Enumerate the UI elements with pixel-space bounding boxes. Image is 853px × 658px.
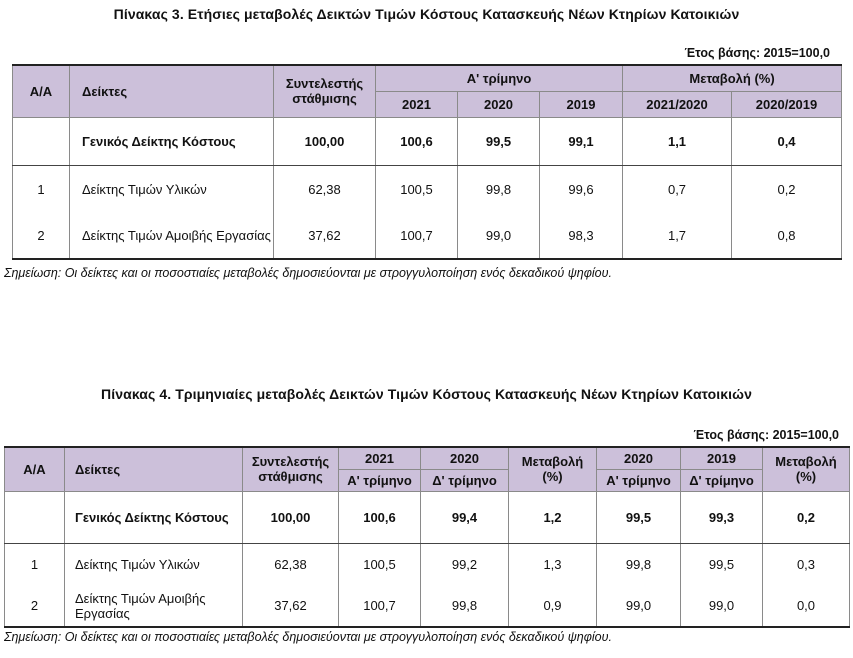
row-name: Γενικός Δείκτης Κόστους [65,491,243,543]
row-value: 99,0 [597,585,681,627]
table4-header-2019: 2019 [681,447,763,469]
row-aa [5,491,65,543]
table3-header-2020-2019: 2020/2019 [732,91,842,117]
row-name: Δείκτης Τιμών Υλικών [65,543,243,585]
row-value: 99,2 [421,543,509,585]
table4-header-q2020a: Δ' τρίμηνο [421,469,509,491]
row-weight: 100,00 [274,117,376,165]
table3-header-quarter: Α' τρίμηνο [376,65,623,91]
table-row [13,165,842,213]
row-weight: 62,38 [243,543,339,585]
table3-header-change: Μεταβολή (%) [623,65,842,91]
row-value: 99,0 [681,585,763,627]
row-change: 0,3 [763,543,850,585]
row-value: 99,3 [681,491,763,543]
row-value: 100,7 [376,213,458,259]
table4-header-2020a: 2020 [421,447,509,469]
row-value: 99,0 [458,213,540,259]
row-change: 0,2 [763,491,850,543]
table3 [12,64,842,260]
table3-title: Πίνακας 3. Ετήσιες μεταβολές Δεικτών Τιμών Κόστους Κατασκευής Νέων Κτηρίων Κατοικιών [113,6,740,22]
table4-header-2021: 2021 [339,447,421,469]
table4-note: Σημείωση: Οι δείκτες και οι ποσοστιαίες μεταβολές δημοσιεύονται με στρογγυλοποίηση ενός δεκαδικού ψηφίου. [4,630,612,644]
table4-header-change1: Μεταβολή (%) [509,447,597,491]
row-value: 100,6 [339,491,421,543]
row-value: 99,5 [681,543,763,585]
table3-note: Σημείωση: Οι δείκτες και οι ποσοστιαίες μεταβολές δημοσιεύονται με στρογγυλοποίηση ενός δεκαδικού ψηφίου. [4,266,612,280]
table-row [5,543,850,585]
table4-header-2020b: 2020 [597,447,681,469]
row-value: 99,5 [597,491,681,543]
row-aa: 1 [13,165,70,213]
table3-header-aa: Α/Α [13,65,70,117]
row-weight: 37,62 [274,213,376,259]
table3-header-2019: 2019 [540,91,623,117]
table4-title: Πίνακας 4. Τριμηνιαίες μεταβολές Δεικτών Τιμών Κόστους Κατασκευής Νέων Κτηρίων Κατοικιών [101,386,752,402]
row-change: 1,1 [623,117,732,165]
row-value: 99,6 [540,165,623,213]
row-weight: 62,38 [274,165,376,213]
table4-header-q2021: Α' τρίμηνο [339,469,421,491]
row-aa: 1 [5,543,65,585]
row-name: Γενικός Δείκτης Κόστους [70,117,274,165]
table-row [13,213,842,259]
row-change: 0,2 [732,165,842,213]
table-row [5,491,850,543]
row-value: 98,3 [540,213,623,259]
row-value: 100,7 [339,585,421,627]
row-change: 0,4 [732,117,842,165]
row-name: Δείκτης Τιμών Υλικών [70,165,274,213]
table3-header-indices: Δείκτες [70,65,274,117]
table4-header-weight: Συντελεστής στάθμισης [243,447,339,491]
row-change: 1,7 [623,213,732,259]
row-value: 100,6 [376,117,458,165]
row-change: 0,0 [763,585,850,627]
row-aa: 2 [5,585,65,627]
row-value: 99,5 [458,117,540,165]
row-name: Δείκτης Τιμών Αμοιβής Εργασίας [70,213,274,259]
row-aa [13,117,70,165]
table4-base-year: Έτος βάσης: 2015=100,0 [693,428,839,442]
table4-header-aa: Α/Α [5,447,65,491]
row-value: 99,4 [421,491,509,543]
row-value: 100,5 [339,543,421,585]
row-value: 99,8 [458,165,540,213]
table3-header-2020: 2020 [458,91,540,117]
table3-header-weight: Συντελεστής στάθμισης [274,65,376,117]
row-value: 99,8 [597,543,681,585]
row-name: Δείκτης Τιμών Αμοιβής Εργασίας [65,585,243,627]
table3-header-2021-2020: 2021/2020 [623,91,732,117]
row-value: 100,5 [376,165,458,213]
row-weight: 100,00 [243,491,339,543]
row-change: 0,8 [732,213,842,259]
row-change: 1,2 [509,491,597,543]
table3-base-year: Έτος βάσης: 2015=100,0 [684,46,830,60]
row-value: 99,1 [540,117,623,165]
row-change: 0,7 [623,165,732,213]
table4 [4,446,850,628]
table-row [13,117,842,165]
table3-header-2021: 2021 [376,91,458,117]
row-change: 1,3 [509,543,597,585]
table4-header-change2: Μεταβολή (%) [763,447,850,491]
table4-header-q2020b: Α' τρίμηνο [597,469,681,491]
row-value: 99,8 [421,585,509,627]
table4-header-indices: Δείκτες [65,447,243,491]
table4-header-q2019: Δ' τρίμηνο [681,469,763,491]
row-change: 0,9 [509,585,597,627]
row-weight: 37,62 [243,585,339,627]
row-aa: 2 [13,213,70,259]
table-row [5,585,850,627]
